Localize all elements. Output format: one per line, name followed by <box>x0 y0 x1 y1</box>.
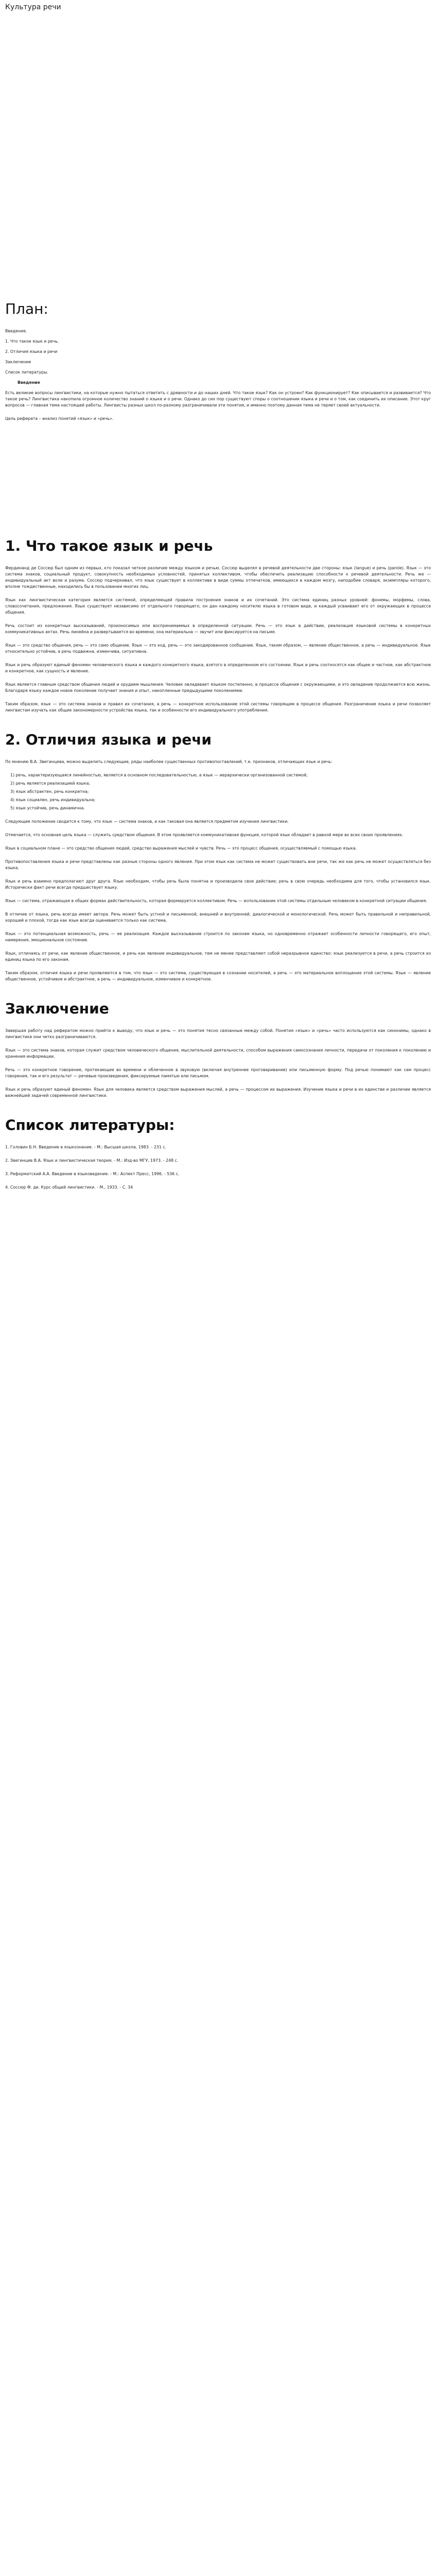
section-2-paragraph: Язык — система, отражающая в общих формах действительность, которая формируется коллективом. Речь — использование этой системы отдельным человеком в конкретной ситуации общения. <box>5 899 427 903</box>
section-2-paragraph: Язык, отличаясь от речи, как явление общественное, и речь как явление индивидуальное, тем не менее представляют собой неразрывное единство: язык реализуется в речи, а речь строится из единиц языка по его законам. <box>5 951 431 962</box>
plan-section <box>5 300 431 422</box>
plan-list <box>5 328 431 386</box>
section-1-paragraph: Таким образом, язык — это система знаков и правил их сочетания, а речь — конкретное использование этой системы говорящим в процессе общения. Разграничение языка и речи позволяет лингвистам изучать как общие закономерности устройства языка, так и особенности его индивидуального употребления. <box>5 702 431 713</box>
bibliography-heading: Список литературы: <box>5 1116 175 1133</box>
section-1 <box>5 537 431 714</box>
section-1-paragraph: Язык и речь образуют единый феномен человеческого языка и каждого конкретного языка, взятого в определенном его состоянии. Язык и речь соотносятся как общее и частное, как абстрактное и конкретное, как сущность и явление. <box>5 663 431 673</box>
bibliography-section <box>5 1116 431 1191</box>
bibliography-item: 1. Головин Б.Н. Введение в языкознание. - М.: Высшая школа, 1983. - 231 с. <box>5 1145 166 1149</box>
conclusion-paragraph: Язык и речь образуют единый феномен. Язык для человека является средством выражения мыслей, а речь — процессом их выражения. Изучение языка и речи в их единстве и различии является важнейшей задачей современной лингвистики. <box>5 1087 431 1098</box>
section-2-paragraph: Отмечается, что основная цель языка — служить средством общения. В этом проявляется коммуникативная функция, которой язык обладает в равной мере во всех своих проявлениях. <box>5 833 404 837</box>
section-1-paragraph: Язык — это средство общения, речь — это само общение. Язык — это код, речь — это закодированное сообщение. Язык, таким образом, — явление общественное, а речь — индивидуальное. Язык относительно устойчив, а речь подвижна, изменчива, ситуативна. <box>5 643 431 654</box>
section-2-paragraph: Противопоставления языка и речи представлены как разные стороны одного явления. При этом язык как система не может существовать вне речи, так же как речь не может осуществляться без языка. <box>5 859 431 870</box>
plan-item: 1. Что такое язык и речь. <box>5 339 59 344</box>
section-2-paragraph: В отличие от языка, речь всегда имеет автора. Речь может быть устной и письменной, внешней и внутренней, диалогической и монологической. Речь может быть правильной и неправильной, хорошей и плохой, тогда как язык всегда оценивается только как система. <box>5 912 431 923</box>
section-2-paragraph: Следующее положение сводится к тому, что язык — система знаков, и как таковая она является предметом изучения лингвистики. <box>5 819 289 824</box>
section-1-heading: 1. Что такое язык и речь <box>5 537 213 554</box>
plan-item: 2. Отличия языка и речи <box>5 349 58 354</box>
section-2-heading: 2. Отличия языка и речи <box>5 731 212 748</box>
section-2-list-item: 1) речь, характеризующаяся линейностью, является в основном последовательностью, а язык — иерархически организованной системой; <box>10 773 308 777</box>
bibliography-item: 3. Реформатский А.А. Введение в языковедение. - М.: Аспект Пресс, 1996. - 536 с. <box>5 1172 180 1176</box>
section-1-paragraph: Речь состоит из конкретных высказываний, произносимых или воспринимаемых в определенной ситуации. Речь — это язык в действии, реализация языковой системы в конкретных коммуникативных актах. Речь линейна и развертывается во времени, она материальна — звучит или фиксируется на письме. <box>5 623 431 634</box>
bibliography-item: 4. Соссюр Ф. де. Курс общей лингвистики. - М., 1933. - С. 34 <box>5 1185 133 1190</box>
section-2-paragraph: Язык — это потенциальная возможность, речь — ее реализация. Каждое высказывание строится по законам языка, но одновременно отражает особенности личности говорящего, его опыт, намерения, эмоциональное состояние. <box>5 931 431 942</box>
plan-item: Заключение <box>5 360 31 364</box>
plan-item: Введение. <box>5 329 27 333</box>
section-2-list-item: 2) речь является реализацией языка; <box>10 781 90 786</box>
plan-item: Список литературы. <box>5 370 48 375</box>
section-2-paragraph: Язык в социальном плане — это средство общения людей, средство выражения мыслей и чувств. Речь — это процесс общения, осуществляемый с помощью языка. <box>5 846 357 851</box>
section-2-list-item: 4) язык социален, речь индивидуальна; <box>10 798 96 802</box>
section-2 <box>5 731 431 982</box>
section-2-paragraph: Язык и речь взаимно предполагают друг друга. Язык необходим, чтобы речь была понятна и производила свое действие; речь в свою очередь необходима для того, чтобы установился язык. Исторически факт речи всегда предшествует языку. <box>5 879 431 890</box>
intro-paragraph: Есть великие вопросы лингвистики, на которые нужно пытаться ответить с древности и до наших дней. Что такое язык? Как он устроен? Как функционирует? Как описывается и развивается? Что такое речь? Лингвистика накопила огромное количество знаний о языке и о речи. Однако до сих пор существуют споры о соотношении языка и речи и о том, как соединить их описание. Этот круг вопросов — главная тема настоящей работы. Лингвисты разных школ по-разному разграничивали эти понятия, и именно поэтому данная тема не теряет своей актуальности. <box>5 391 431 408</box>
site-title: Культура речи <box>5 3 61 11</box>
conclusion-paragraph: Завершая работу над рефератом можно прийти к выводу, что язык и речь — это понятия тесно связанные между собой. Понятия «язык» и «речь» часто используются как синонимы, однако в лингвистике они четко разграничиваются. <box>5 1028 431 1039</box>
conclusion-section <box>5 1000 431 1099</box>
conclusion-heading: Заключение <box>5 1000 109 1017</box>
intro-goal: Цель реферата – анализ понятий «язык» и «речь». <box>5 416 114 421</box>
intro-label: Введение <box>18 380 40 385</box>
conclusion-paragraph: Язык — это система знаков, которая служит средством человеческого общения, мыслительной деятельности, способом выражения самосознания личности, передачи от поколения к поколению и хранения информации. <box>5 1048 431 1059</box>
section-2-paragraph: Таким образом, отличия языка и речи проявляются в том, что язык — это система, существующая в сознании носителей, а речь — это материальное воплощение этой системы. Язык — явление общественное, устойчивое и абстрактное, а речь — индивидуальное, изменчивое и конкретное. <box>5 971 431 981</box>
section-1-paragraph: Язык является главным средством общения людей и орудием мышления. Человек овладевает языком постепенно, в процессе общения с окружающими, и это овладение продолжается всю жизнь. Благодаря языку каждое новое поколение получает знания и опыт, накопленные предыдущими поколениями. <box>5 682 431 693</box>
section-2-paragraph: По мнению В.А. Звегинцева, можно выделить следующие, ряды наиболее существенных противопоставлений, т.е. признаков, отличающих язык и речь: <box>5 759 333 764</box>
section-1-paragraph: Фердинанд де Соссюр был одним из первых, кто показал четкое различие между языком и речью. Соссюр выделял в речевой деятельности две стороны: язык (langue) и речь (parole). Язык — это система знаков, социальный продукт, совокупность необходимых условностей, принятых коллективом, чтобы обеспечить реализацию способности к речевой деятельности. Речь же — индивидуальный акт воли и разума. Соссюр подчеркивал, что язык существует в коллективе в виде суммы отпечатков, имеющихся в каждом мозгу, наподобие словаря, экземпляры которого, вполне тождественные, находились бы в пользовании многих лиц. <box>5 566 431 589</box>
plan-heading: План: <box>5 300 48 317</box>
section-2-list-item: 5) язык устойчив, речь динамична. <box>10 806 85 810</box>
conclusion-paragraph: Речь — это конкретное говорение, протекающее во времени и облеченное в звуковую (включая внутреннее проговаривание) или письменную форму. Под речью понимают как сам процесс говорения, так и его результат — речевые произведения, фиксируемые памятью или письмом. <box>5 1067 431 1078</box>
bibliography-item: 2. Звегинцев В.А. Язык и лингвистическая теория. - М.: Изд-во МГУ, 1973. - 248 с. <box>5 1158 179 1163</box>
section-2-list-item: 3) язык абстрактен, речь конкретна; <box>10 789 89 794</box>
section-1-paragraph: Язык как лингвистическая категория является системой, определяющей правила построения знаков и их сочетаний. Это система единиц разных уровней: фонемы, морфемы, слова, словосочетания, предложения. Язык существует независимо от отдельного говорящего, он дан каждому носителю языка в готовом виде, и каждый усваивает его от окружающих в процессе общения. <box>5 598 431 615</box>
